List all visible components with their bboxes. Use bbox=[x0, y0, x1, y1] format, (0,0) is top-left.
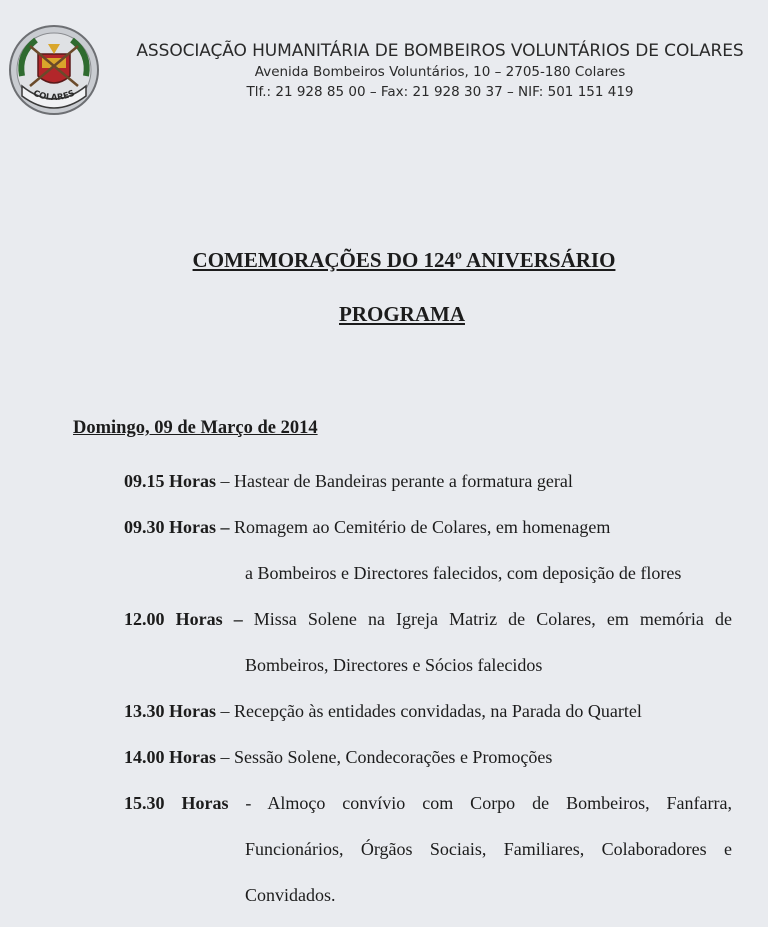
schedule-time: 13.30 Horas bbox=[124, 701, 216, 721]
schedule-time: 09.30 Horas bbox=[124, 517, 216, 537]
schedule-description: Romagem ao Cemitério de Colares, em homenagem bbox=[234, 517, 611, 537]
schedule-time: 15.30 Horas bbox=[124, 793, 229, 813]
schedule-item bbox=[124, 604, 732, 696]
schedule-description: Recepção às entidades convidadas, na Parada do Quartel bbox=[234, 701, 642, 721]
schedule-item bbox=[124, 788, 732, 926]
schedule-time: 14.00 Horas bbox=[124, 747, 216, 767]
letterhead bbox=[130, 40, 750, 102]
schedule-item-first-line bbox=[124, 512, 732, 558]
schedule-item-first-line bbox=[124, 788, 732, 834]
schedule-separator: – bbox=[222, 609, 254, 629]
event-date: Domingo, 09 de Março de 2014 bbox=[73, 418, 318, 438]
schedule-item bbox=[124, 512, 732, 604]
schedule-item-first-line bbox=[124, 742, 732, 788]
schedule-separator: - bbox=[228, 793, 268, 813]
schedule-item-continuation: Bombeiros, Directores e Sócios falecidos bbox=[245, 655, 543, 675]
fire-brigade-emblem-logo bbox=[8, 24, 100, 116]
organization-address: Avenida Bombeiros Voluntários, 10 – 2705-180 Colares bbox=[254, 64, 626, 80]
schedule-description: Almoço convívio com Corpo de Bombeiros, Fanfarra, bbox=[267, 793, 732, 813]
schedule-list bbox=[124, 466, 732, 926]
schedule-separator: – bbox=[216, 701, 234, 721]
organization-contact: Tlf.: 21 928 85 00 – Fax: 21 928 30 37 – NIF: 501 151 419 bbox=[246, 84, 634, 100]
schedule-description: Missa Solene na Igreja Matriz de Colares, em memória de bbox=[253, 609, 732, 629]
schedule-item bbox=[124, 466, 732, 512]
logo-banner-text: COLARES bbox=[31, 88, 77, 104]
schedule-item-continuation: a Bombeiros e Directores falecidos, com deposição de flores bbox=[245, 563, 682, 583]
schedule-item bbox=[124, 742, 732, 788]
schedule-time: 12.00 Horas bbox=[124, 609, 223, 629]
schedule-item bbox=[124, 696, 732, 742]
schedule-item-continuation: Funcionários, Órgãos Sociais, Familiares, Colaboradores e bbox=[245, 839, 732, 859]
schedule-separator: – bbox=[216, 517, 234, 537]
schedule-description: Hastear de Bandeiras perante a formatura geral bbox=[234, 471, 573, 491]
document-subtitle: PROGRAMA bbox=[339, 302, 465, 326]
schedule-item-continuation: Convidados. bbox=[245, 885, 336, 905]
schedule-time: 09.15 Horas bbox=[124, 471, 216, 491]
document-title: COMEMORAÇÕES DO 124º ANIVERSÁRIO bbox=[192, 248, 616, 272]
schedule-item-first-line bbox=[124, 466, 732, 512]
schedule-item-first-line bbox=[124, 696, 732, 742]
schedule-separator: – bbox=[216, 471, 234, 491]
schedule-item-first-line bbox=[124, 604, 732, 650]
organization-name: ASSOCIAÇÃO HUMANITÁRIA DE BOMBEIROS VOLUNTÁRIOS DE COLARES bbox=[136, 41, 744, 61]
schedule-separator: – bbox=[216, 747, 234, 767]
schedule-description: Sessão Solene, Condecorações e Promoções bbox=[234, 747, 553, 767]
